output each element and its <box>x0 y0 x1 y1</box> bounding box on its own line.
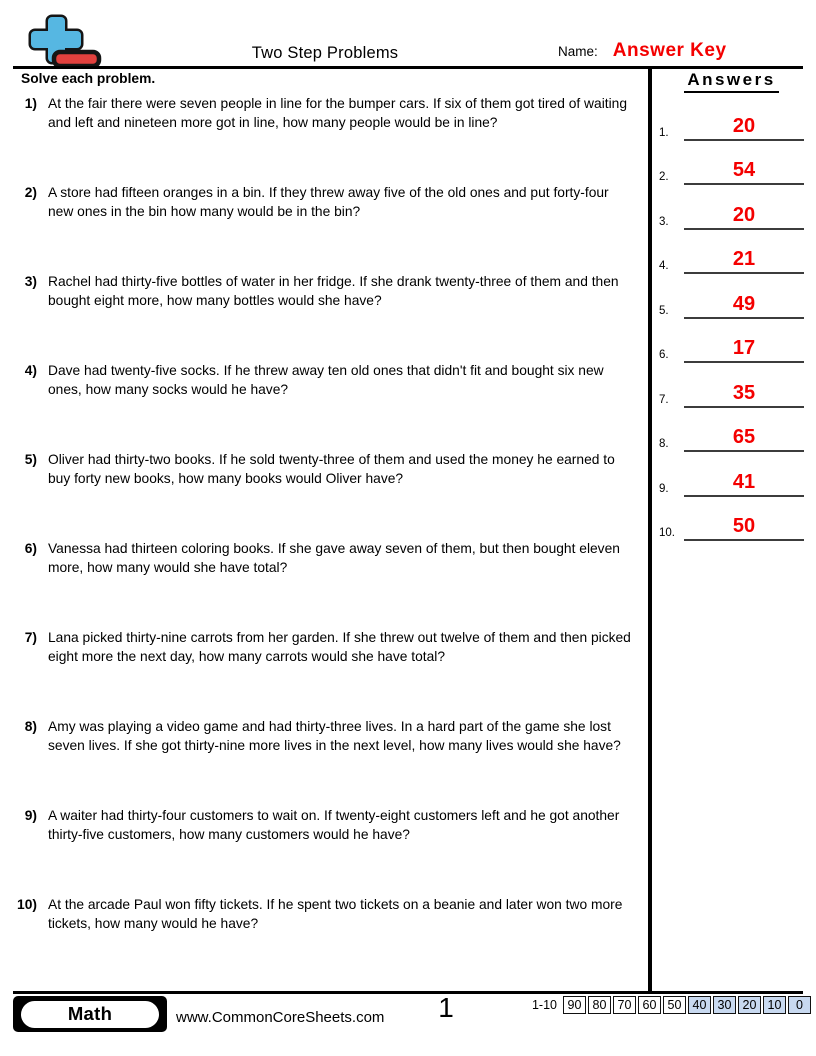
answer-value: 21 <box>732 248 756 270</box>
score-cell <box>588 996 611 1014</box>
problem-item <box>14 895 648 984</box>
header-divider <box>13 66 803 69</box>
problem-text: Rachel had thirty-five bottles of water in her fridge. If she drank twenty-three of them and then bought eight more, how many bottles would she have? <box>48 274 619 309</box>
score-cell-value: 30 <box>717 998 732 1012</box>
name-row <box>558 40 727 62</box>
answer-value: 50 <box>732 515 756 537</box>
answer-row <box>659 274 804 319</box>
answer-blank-line <box>684 294 804 319</box>
answer-value: 20 <box>732 114 756 137</box>
answer-row <box>659 363 804 408</box>
score-cell <box>663 996 686 1014</box>
score-cell-value: 90 <box>567 998 582 1012</box>
problem-text: Vanessa had thirteen coloring books. If she gave away seven of them, but then bought eleven more, how many would she have total? <box>48 541 620 576</box>
score-cell-value: 40 <box>692 998 707 1012</box>
answer-number: 7. <box>659 393 669 406</box>
problem-item <box>14 450 648 539</box>
answer-blank-line <box>684 427 804 452</box>
page-number: 1 <box>438 992 454 1023</box>
problem-text: At the fair there were seven people in line for the bumper cars. If six of them got tired of waiting and left and nineteen more got in line, how many people would be in line? <box>48 96 627 131</box>
score-cell <box>713 996 736 1014</box>
score-cell <box>763 996 786 1014</box>
instructions: Solve each problem. <box>21 71 156 86</box>
website-url: www.CommonCoreSheets.com <box>176 1009 385 1026</box>
answer-rows <box>659 96 804 541</box>
problem-number: 10) <box>17 897 37 912</box>
problem-item <box>14 628 648 717</box>
score-table <box>532 996 811 1014</box>
problem-item <box>14 272 648 361</box>
answer-number: 8. <box>659 438 669 450</box>
score-cell-value: 20 <box>742 998 757 1012</box>
score-cell-value: 70 <box>617 998 632 1012</box>
answer-value: 41 <box>732 470 756 493</box>
score-cell <box>688 996 711 1014</box>
problem-list <box>14 94 648 984</box>
score-cell <box>788 996 811 1014</box>
score-cell-value: 10 <box>767 998 782 1012</box>
answer-row <box>659 141 804 186</box>
problem-number: 6) <box>24 541 37 556</box>
problem-text: Lana picked thirty-nine carrots from her garden. If she threw out twelve of them and then picked eight more the next day, how many carrots would she have total? <box>48 630 631 665</box>
answer-key-label: Answer Key <box>612 40 727 61</box>
answer-number: 3. <box>659 215 669 228</box>
score-cell <box>613 996 636 1014</box>
score-cell <box>638 996 661 1014</box>
problem-text: Oliver had thirty-two books. If he sold twenty-three of them and used the money he earned to buy forty new books, how many books would Oliver have? <box>48 452 615 487</box>
answer-row <box>659 230 804 275</box>
problem-item <box>14 183 648 272</box>
answer-row <box>659 497 804 542</box>
footer-divider <box>13 991 803 994</box>
answer-number: 10. <box>659 527 675 539</box>
answer-value: 20 <box>732 203 756 226</box>
column-divider <box>648 68 652 992</box>
answer-value: 54 <box>732 159 756 181</box>
problem-number: 3) <box>24 274 37 289</box>
answer-number: 2. <box>659 171 669 183</box>
answer-row <box>659 319 804 364</box>
score-cell-value: 0 <box>796 998 803 1012</box>
answer-value: 17 <box>732 337 756 359</box>
problem-number: 8) <box>24 719 37 734</box>
answers-panel <box>659 70 804 541</box>
problem-number: 9) <box>24 808 37 823</box>
answer-blank-line <box>684 383 804 408</box>
answer-blank-line <box>684 249 804 274</box>
score-cell-value: 50 <box>667 998 682 1012</box>
answers-title: Answers <box>659 70 804 93</box>
answer-value: 49 <box>732 292 756 315</box>
score-cell-value: 80 <box>592 998 607 1012</box>
subject-label: Math <box>21 1001 159 1028</box>
answer-number: 9. <box>659 482 669 495</box>
problem-text: A waiter had thirty-four customers to wait on. If twenty-eight customers left and he got another thirty-five customers, how many customers would he have? <box>48 808 620 843</box>
answer-blank-line <box>684 205 804 230</box>
problem-item <box>14 94 648 183</box>
problem-item <box>14 717 648 806</box>
page-title: Two Step Problems <box>251 44 399 62</box>
problem-item <box>14 806 648 895</box>
answer-blank-line <box>684 516 804 541</box>
score-range-label: 1-10 <box>531 998 557 1012</box>
subject-badge <box>13 996 167 1032</box>
answer-row <box>659 452 804 497</box>
name-label: Name: <box>558 44 598 59</box>
problem-item <box>14 361 648 450</box>
answer-blank-line <box>684 472 804 497</box>
answer-blank-line <box>684 338 804 363</box>
problem-item <box>14 539 648 628</box>
problem-text: Amy was playing a video game and had thirty-three lives. In a hard part of the game she lost seven lives. If she got thirty-nine more lives in the next level, how many lives would she have? <box>48 719 621 754</box>
answer-row <box>659 408 804 453</box>
problem-number: 5) <box>24 452 37 467</box>
problem-text: A store had fifteen oranges in a bin. If they threw away five of the old ones and put forty-four new ones in the bin how many would be in the bin? <box>48 185 609 220</box>
answer-value: 35 <box>732 381 756 404</box>
problem-number: 7) <box>24 630 37 645</box>
score-cell-value: 60 <box>642 998 657 1012</box>
answer-row <box>659 96 804 141</box>
problem-text: At the arcade Paul won fifty tickets. If he spent two tickets on a beanie and later won two more tickets, how many would he have? <box>48 897 623 932</box>
score-cell <box>563 996 586 1014</box>
answer-blank-line <box>684 160 804 185</box>
answer-number: 4. <box>659 260 669 272</box>
answer-number: 5. <box>659 304 669 317</box>
problem-number: 2) <box>24 185 37 200</box>
answer-blank-line <box>684 116 804 141</box>
problem-number: 1) <box>24 96 37 111</box>
score-cell <box>738 996 761 1014</box>
answer-value: 65 <box>732 426 756 448</box>
answer-number: 1. <box>659 126 669 139</box>
answer-number: 6. <box>659 349 669 361</box>
answer-row <box>659 185 804 230</box>
problem-text: Dave had twenty-five socks. If he threw away ten old ones that didn't fit and bought six new ones, how many socks would he have? <box>48 363 604 398</box>
problem-number: 4) <box>24 363 37 378</box>
